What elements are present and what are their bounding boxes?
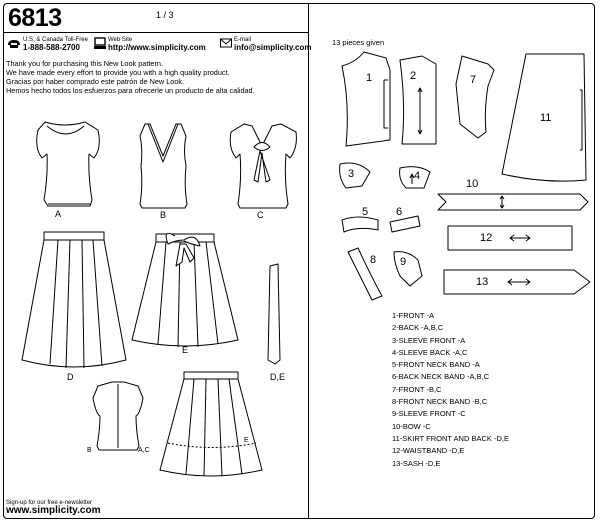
legend-item: 8-FRONT NECK BAND -B,C xyxy=(392,397,488,407)
view-e-label: E xyxy=(182,345,189,355)
piece-5-front-neck-band xyxy=(342,217,378,232)
pieces-legend xyxy=(392,310,509,470)
view-d-label: D xyxy=(67,372,74,382)
legend-item: 2-BACK -A,B,C xyxy=(392,323,444,333)
view-de-label: D,E xyxy=(270,372,286,382)
page-indicator: 1 / 3 xyxy=(156,10,174,20)
back-ac-label: A,C xyxy=(138,447,150,454)
thanks-line-2: We have made every effort to provide you with a high quality product. xyxy=(6,68,230,77)
piece-label-9: 9 xyxy=(400,256,407,268)
web-link[interactable]: http://www.simplicity.com xyxy=(108,43,206,52)
view-b-label: B xyxy=(160,210,167,220)
phone-label: U.S. & Canada Toll-Free xyxy=(23,37,88,43)
piece-label-12: 12 xyxy=(480,232,493,244)
piece-label-1: 1 xyxy=(366,72,373,84)
piece-6-back-neck-band xyxy=(390,216,420,232)
piece-label-10: 10 xyxy=(466,178,479,190)
piece-label-8: 8 xyxy=(370,254,377,266)
piece-8-front-neck-band xyxy=(348,248,382,300)
legend-item: 7-FRONT -B,C xyxy=(392,384,442,394)
legend-item: 4-SLEEVE BACK -A,C xyxy=(392,347,468,357)
thanks-line-1: Thank you for purchasing this New Look pattern. xyxy=(6,59,163,68)
legend-item: 9-SLEEVE FRONT -C xyxy=(392,409,466,419)
phone-number[interactable]: 1-888-588-2700 xyxy=(23,43,80,52)
piece-label-4: 4 xyxy=(414,170,421,182)
piece-1-front xyxy=(342,52,390,146)
piece-label-2: 2 xyxy=(410,70,417,82)
pattern-number: 6813 xyxy=(8,4,62,32)
web-label: Web Site xyxy=(108,37,133,43)
legend-item: 3-SLEEVE FRONT -A xyxy=(392,335,466,345)
piece-label-3: 3 xyxy=(348,168,355,180)
piece-label-6: 6 xyxy=(396,206,403,218)
piece-7-front xyxy=(456,56,494,138)
pieces-count-title: 13 pieces given xyxy=(332,38,385,47)
footer-site-link[interactable]: www.simplicity.com xyxy=(6,505,101,516)
newsletter-signup[interactable]: Sign-up for our free e-newsletter xyxy=(6,500,93,506)
legend-item: 6-BACK NECK BAND -A,B,C xyxy=(392,372,490,382)
view-c-label: C xyxy=(257,210,264,220)
piece-3-sleeve-front xyxy=(340,163,370,188)
piece-label-11: 11 xyxy=(540,112,552,124)
footer xyxy=(6,500,100,514)
email-label: E-mail xyxy=(234,37,252,43)
legend-item: 10-BOW -C xyxy=(392,421,431,431)
legend-item: 5-FRONT NECK BAND -A xyxy=(392,360,480,370)
piece-9-sleeve-front xyxy=(394,252,422,286)
legend-item: 11-SKIRT FRONT AND BACK -D,E xyxy=(392,433,509,443)
back-e-label: E xyxy=(244,437,249,444)
thanks-line-4: Hemos hecho todos los esfuerzos para ofrecerle un producto de alta calidad. xyxy=(6,86,255,95)
legend-item: 12-WAISTBAND -D,E xyxy=(392,446,465,456)
piece-label-5: 5 xyxy=(362,206,369,218)
piece-10-bow xyxy=(438,194,588,210)
thanks-line-3: Gracias por haber comprado este patrón de New Look. xyxy=(6,77,185,86)
legend-item: 13-SASH -D,E xyxy=(392,458,441,468)
piece-label-7: 7 xyxy=(470,74,477,86)
legend-item: 1-FRONT -A xyxy=(392,311,434,320)
piece-label-13: 13 xyxy=(476,276,489,288)
back-b-label: B xyxy=(87,447,92,454)
email-link[interactable]: info@simplicity.com xyxy=(234,43,312,52)
view-a-label: A xyxy=(55,209,62,219)
